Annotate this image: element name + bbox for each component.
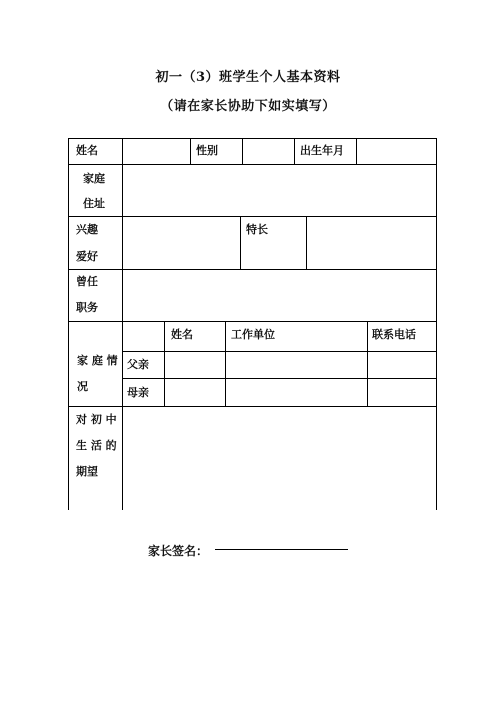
hobby-field[interactable] <box>123 217 240 269</box>
hobby-label-line-2: 爱好 <box>76 250 98 263</box>
expectation-label-line-2: 生 活 的 <box>76 439 117 452</box>
father-workplace-field[interactable] <box>226 352 367 378</box>
table-line <box>190 138 191 164</box>
address-label-line-1: 家庭 <box>83 172 105 185</box>
talent-field[interactable] <box>307 217 436 269</box>
parent-signature-label: 家长签名： <box>148 544 209 558</box>
parent-signature-line[interactable] <box>215 549 348 550</box>
family-header-name: 姓名 <box>171 328 193 341</box>
father-name-field[interactable] <box>165 352 225 378</box>
table-line <box>240 216 241 269</box>
former-post-label-line-2: 职务 <box>76 301 98 314</box>
family-header-phone: 联系电话 <box>372 328 416 341</box>
former-post-field[interactable] <box>123 270 436 321</box>
table-line <box>68 321 437 322</box>
talent-label: 特长 <box>246 223 268 236</box>
page-subtitle: （请在家长协助下如实填写） <box>160 99 336 114</box>
birth-field[interactable] <box>357 139 436 164</box>
gender-field[interactable] <box>243 139 294 164</box>
father-label: 父亲 <box>127 358 149 371</box>
mother-workplace-field[interactable] <box>226 379 367 406</box>
table-line <box>294 138 295 164</box>
table-line <box>436 138 437 510</box>
former-post-label-line-1: 曾任 <box>76 275 98 288</box>
mother-label: 母亲 <box>127 386 149 399</box>
mother-name-field[interactable] <box>165 379 225 406</box>
name-field[interactable] <box>123 139 190 164</box>
hobby-label-line-1: 兴趣 <box>76 223 98 236</box>
gender-label: 性别 <box>196 144 218 157</box>
mother-phone-field[interactable] <box>368 379 436 406</box>
address-label-line-2: 住址 <box>83 197 105 210</box>
birth-label: 出生年月 <box>300 144 344 157</box>
expectation-label-line-3: 期望 <box>76 465 98 478</box>
expectation-field[interactable] <box>123 407 436 510</box>
address-field[interactable] <box>123 165 436 216</box>
expectation-label-line-1: 对 初 中 <box>76 413 117 426</box>
father-phone-field[interactable] <box>368 352 436 378</box>
family-label-line-2: 况 <box>77 380 88 393</box>
family-label-line-1: 家 庭 情 <box>77 354 118 367</box>
page-title: 初一（3）班学生个人基本资料 <box>155 70 341 85</box>
family-header-workplace: 工作单位 <box>231 328 275 341</box>
table-line <box>68 138 69 510</box>
name-label: 姓名 <box>76 144 98 157</box>
